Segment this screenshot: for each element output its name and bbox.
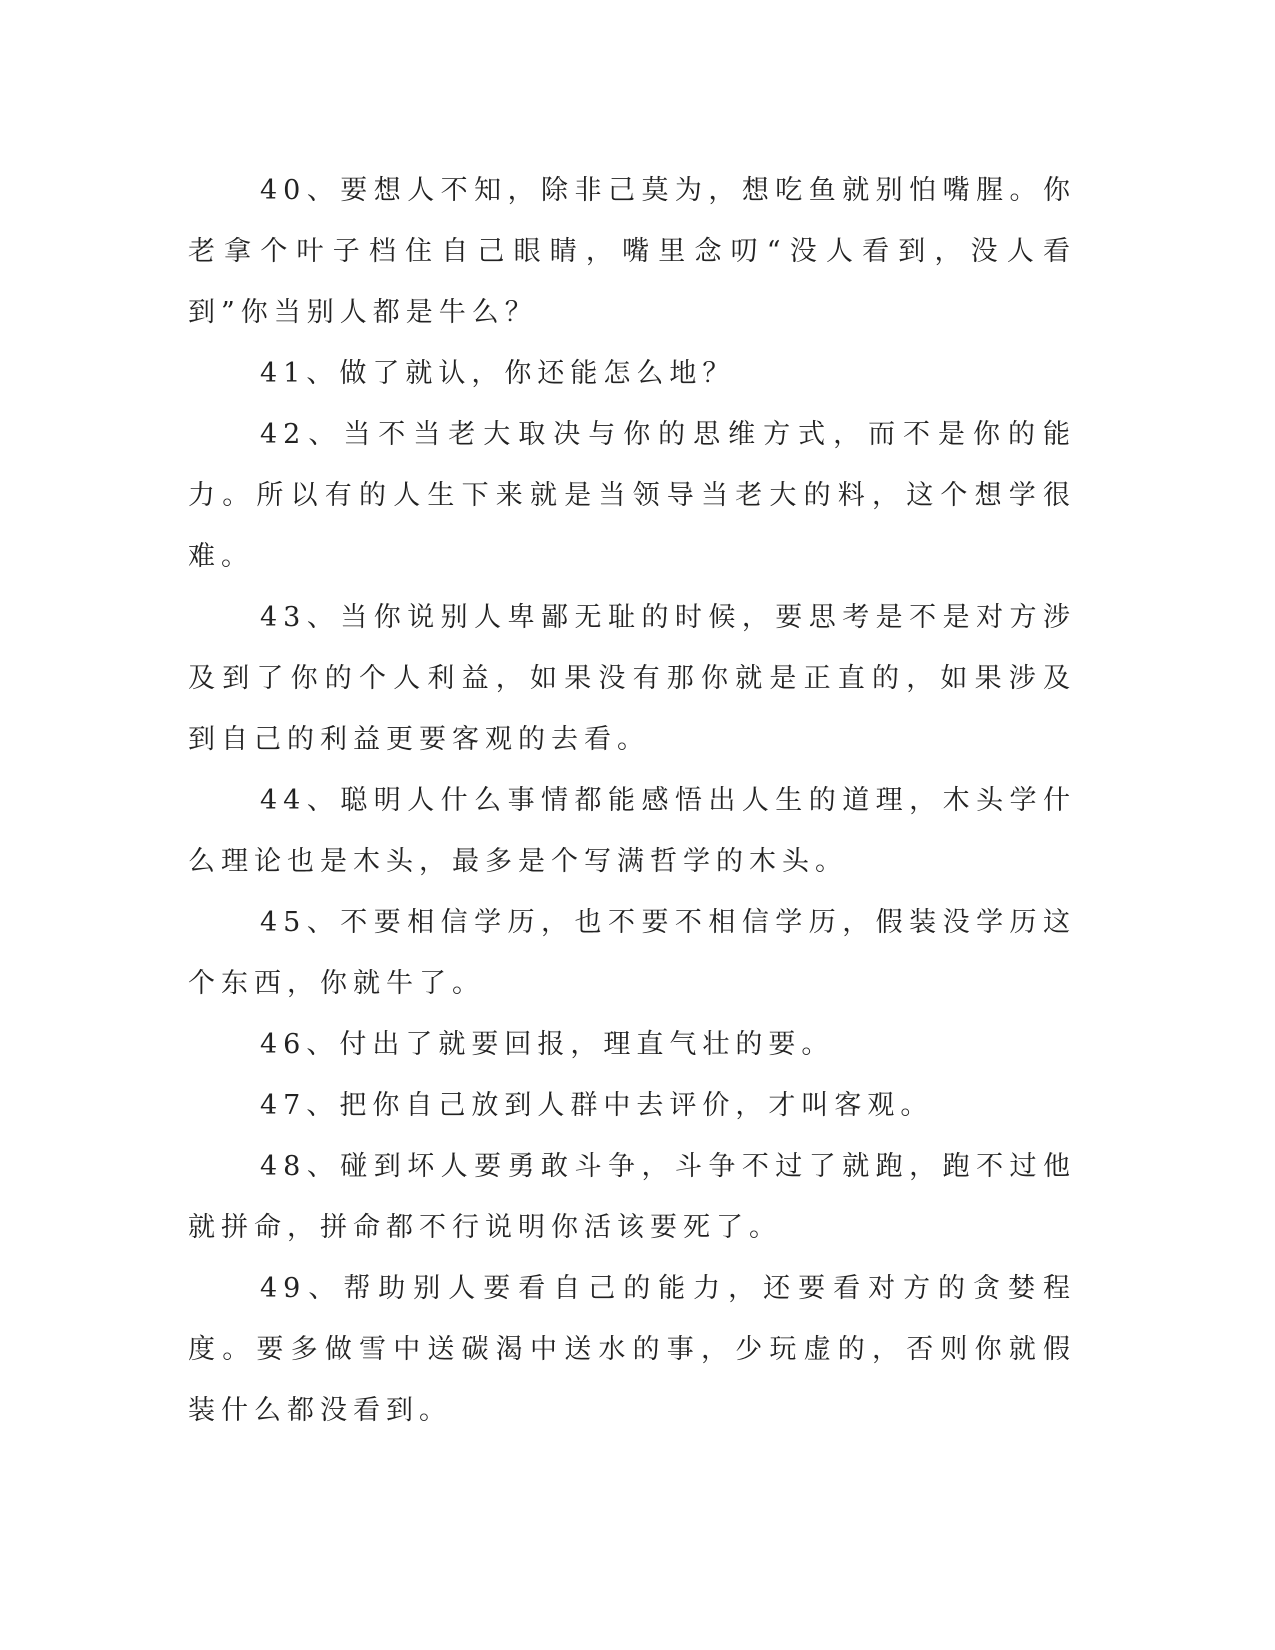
paragraph-45: 45、不要相信学历，也不要不相信学历，假装没学历这个东西，你就牛了。 [188,907,1076,999]
paragraph-49: 49、帮助别人要看自己的能力，还要看对方的贪婪程度。要多做雪中送碳渴中送水的事，少玩虚的，否则你就假装什么都没看到。 [188,1273,1076,1426]
paragraph-44: 44、聪明人什么事情都能感悟出人生的道理，木头学什么理论也是木头，最多是个写满哲学的木头。 [188,785,1076,877]
paragraph-43: 43、当你说别人卑鄙无耻的时候，要思考是不是对方涉及到了你的个人利益，如果没有那你就是正直的，如果涉及到自己的利益更要客观的去看。 [188,602,1076,755]
paragraph-47: 47、把你自己放到人群中去评价，才叫客观。 [260,1090,934,1121]
paragraph-41: 41、做了就认，你还能怎么地？ [260,358,736,389]
paragraph-40: 40、要想人不知，除非己莫为，想吃鱼就别怕嘴腥。你老拿个叶子档住自己眼睛，嘴里念叨“没人看到，没人看到”你当别人都是牛么？ [188,175,1076,328]
document-body [188,160,1076,1441]
paragraph-48: 48、碰到坏人要勇敢斗争，斗争不过了就跑，跑不过他就拼命，拼命都不行说明你活该要死了。 [188,1151,1076,1243]
paragraph-42: 42、当不当老大取决与你的思维方式，而不是你的能力。所以有的人生下来就是当领导当老大的料，这个想学很难。 [188,419,1076,572]
paragraph-46: 46、付出了就要回报，理直气壮的要。 [260,1029,835,1060]
